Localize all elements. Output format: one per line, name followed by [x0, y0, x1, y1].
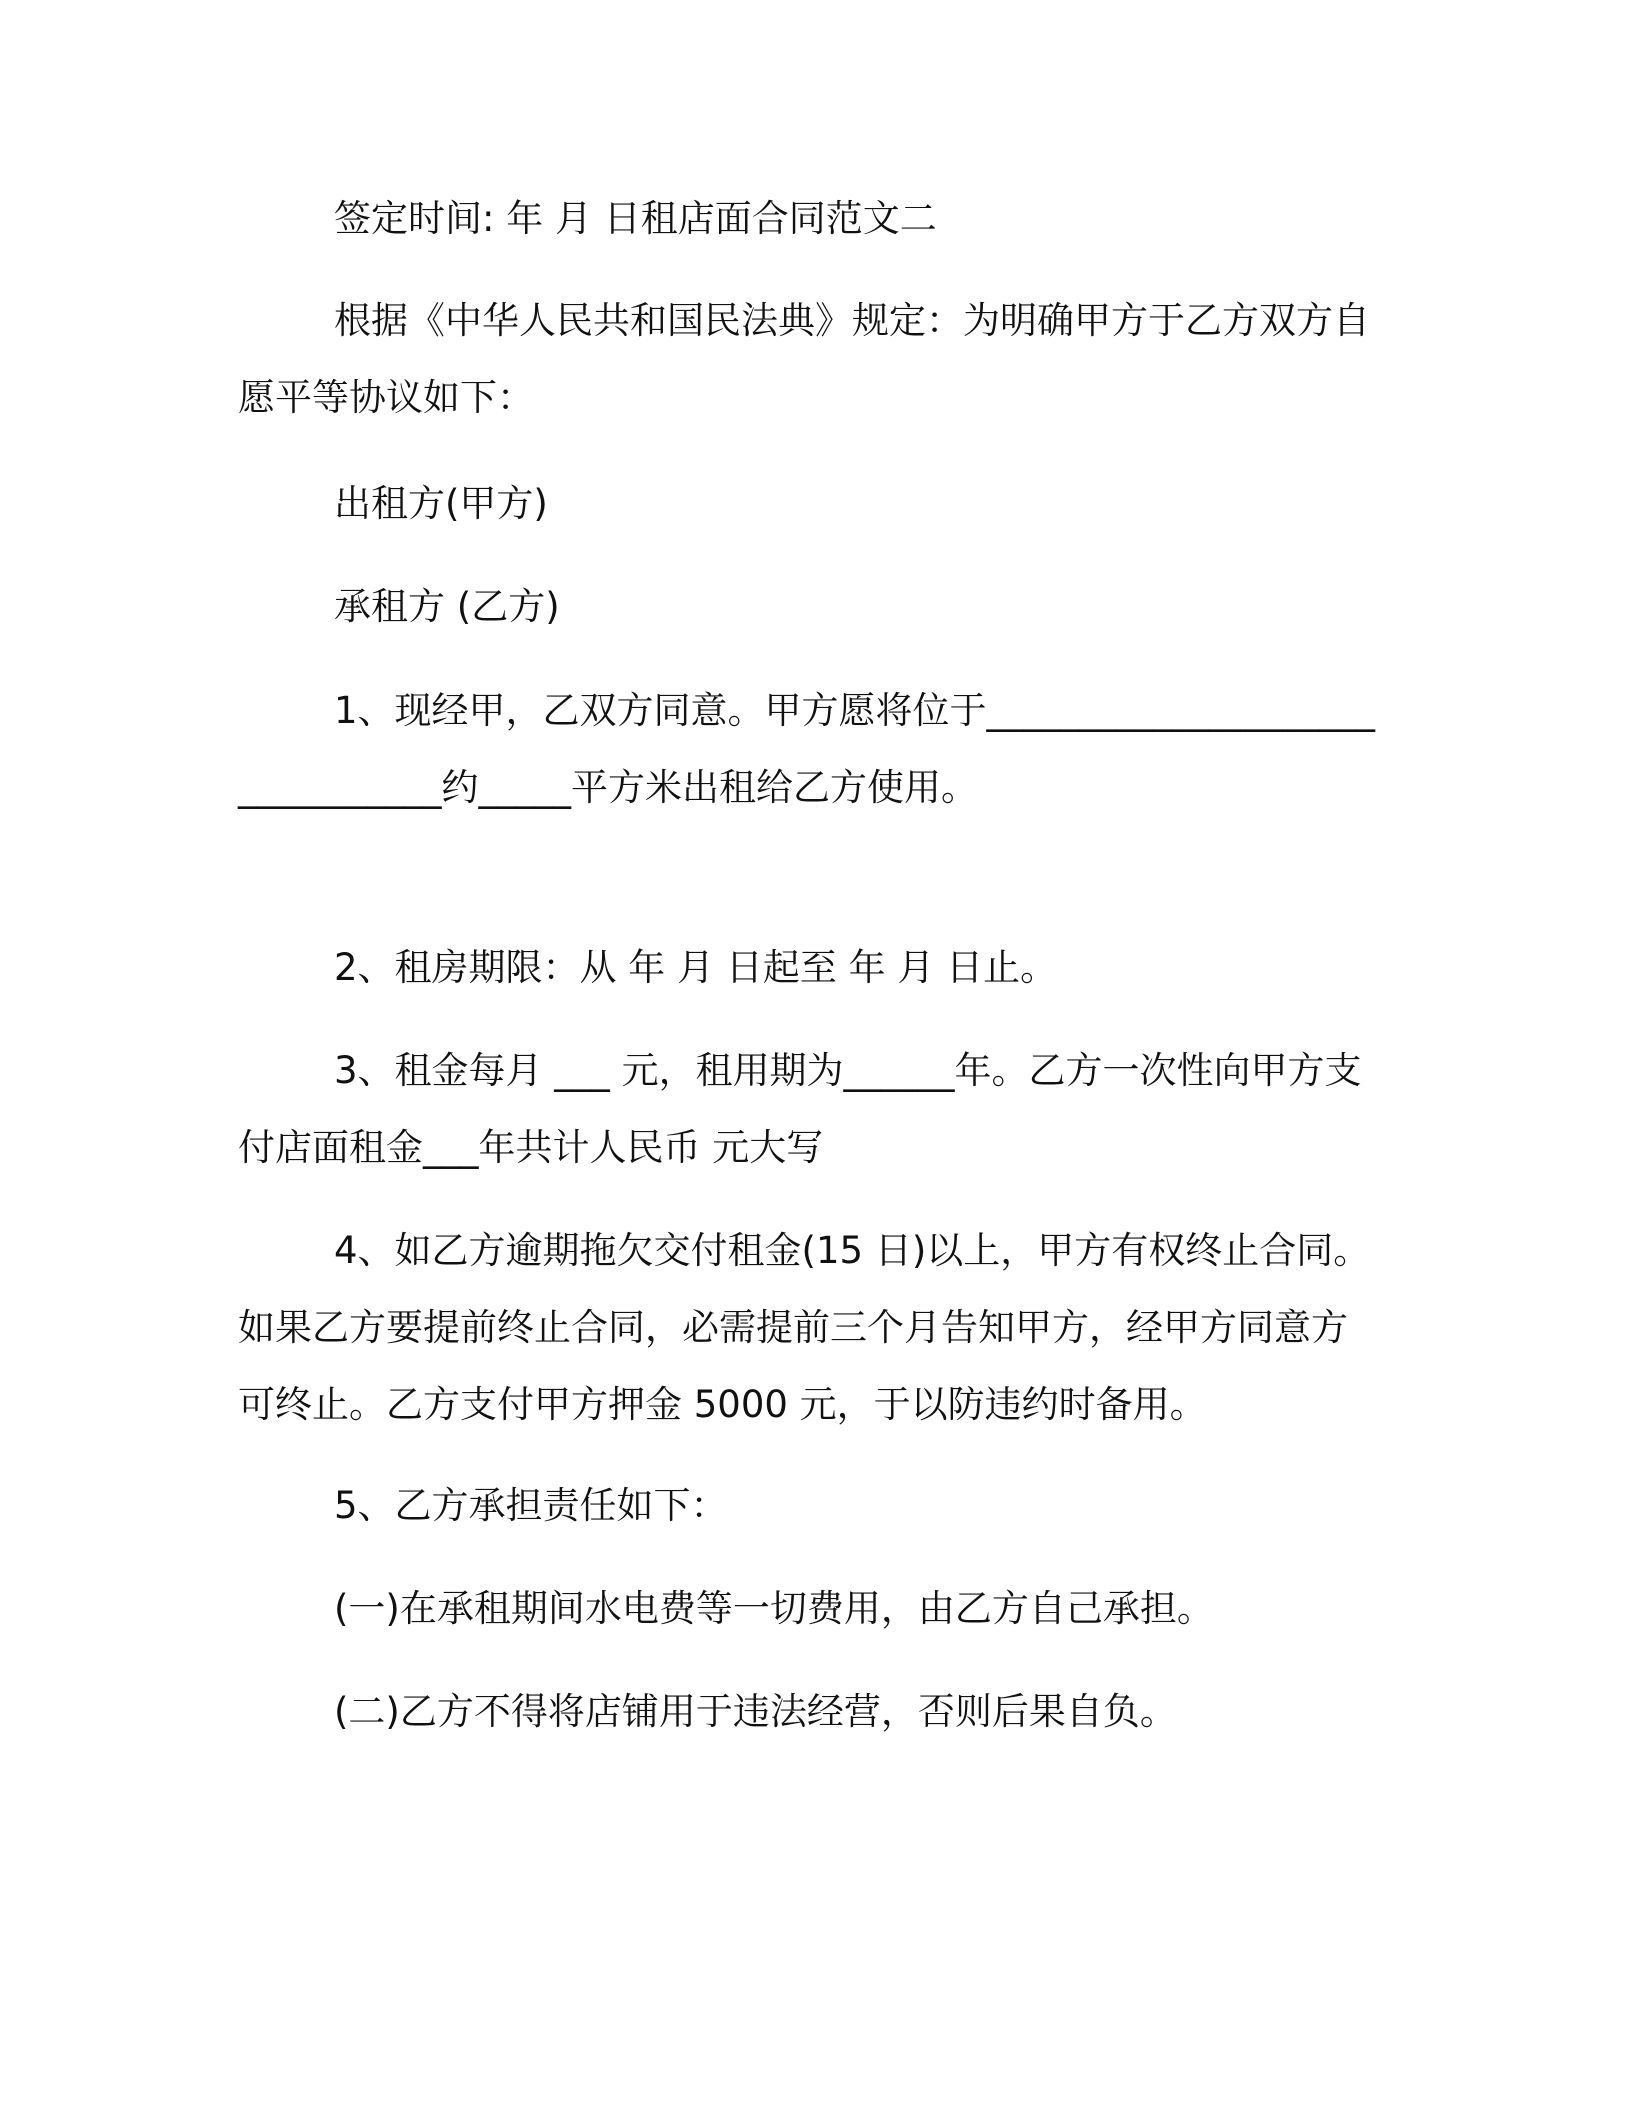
clause-1: 1、现经甲，乙双方同意。甲方愿将位于________________________________约_____平方米出租给乙方使用。: [238, 689, 1376, 809]
clause-4: 4、如乙方逾期拖欠交付租金(15 日)以上，甲方有权终止合同。如果乙方要提前终止合同，必需提前三个月告知甲方，经甲方同意方可终止。乙方支付甲方押金 5000 元，于以防违约时备用。: [238, 1229, 1371, 1426]
lessor-line: 出租方(甲方): [334, 482, 548, 525]
clause-5-heading: 5、乙方承担责任如下：: [334, 1484, 728, 1527]
clause-5-item-1: (一)在承租期间水电费等一切费用，由乙方自己承担。: [334, 1587, 1214, 1630]
clause-3: 3、租金每月 ___ 元，租用期为______年。乙方一次性向甲方支付店面租金___年共计人民币 元大写: [238, 1049, 1362, 1169]
preamble-paragraph: 根据《中华人民共和国民法典》规定：为明确甲方于乙方双方自愿平等协议如下：: [238, 299, 1370, 419]
signing-date-heading: 签定时间: 年 月 日租店面合同范文二: [334, 197, 937, 240]
clause-2: 2、租房期限：从 年 月 日起至 年 月 日止。: [334, 946, 1058, 989]
lessee-line: 承租方 (乙方): [334, 585, 560, 628]
clause-5-item-2: (二)乙方不得将店铺用于违法经营，否则后果自负。: [334, 1690, 1177, 1733]
